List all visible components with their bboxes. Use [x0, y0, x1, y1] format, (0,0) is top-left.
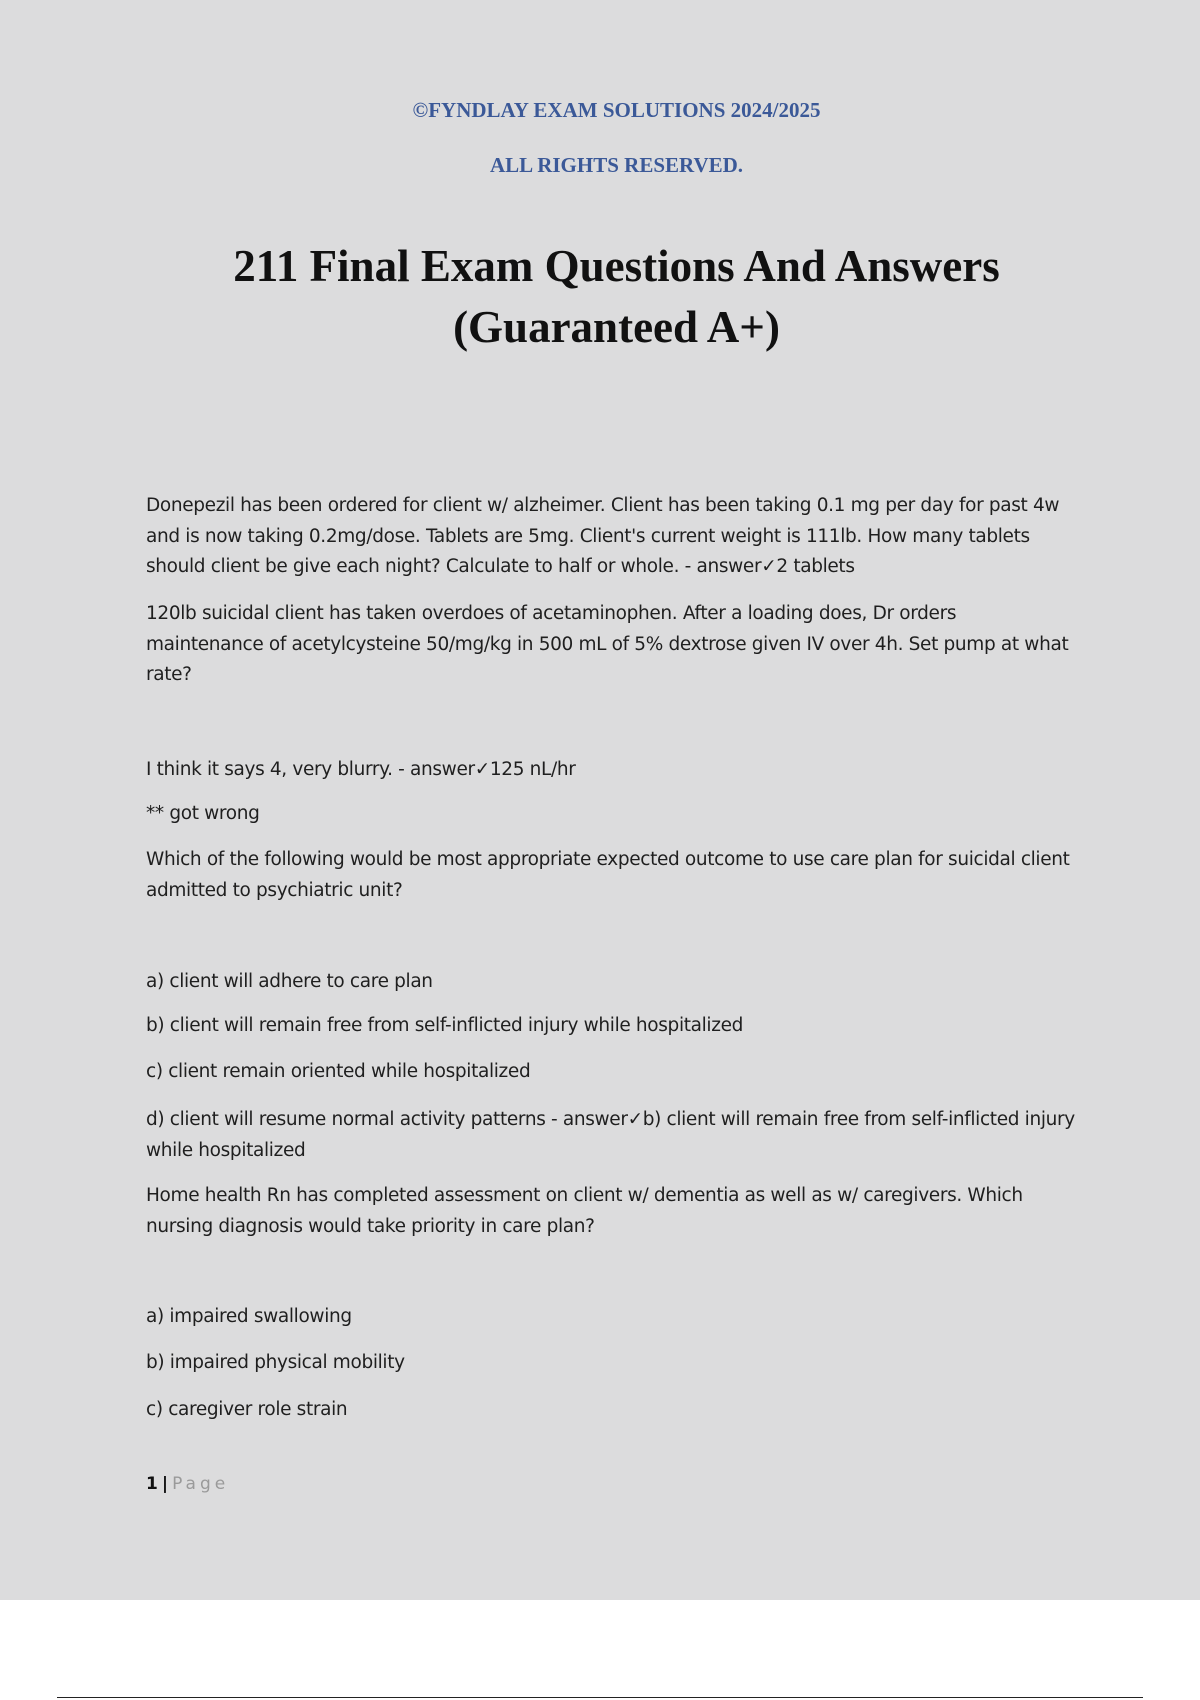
- option-4b-block: [146, 1348, 1076, 1379]
- page-number: 1: [146, 1474, 158, 1494]
- option-4c: c) caregiver role strain: [146, 1399, 348, 1420]
- option-3b-block: [146, 1011, 1076, 1042]
- option-4b: b) impaired physical mobility: [146, 1352, 405, 1373]
- question-1-block: [146, 491, 1076, 583]
- rights-reserved-header: ALL RIGHTS RESERVED.: [489, 153, 744, 177]
- option-4c-block: [146, 1395, 1076, 1426]
- answer-rate: I think it says 4, very blurry. - answer✓125 nL/hr: [146, 759, 576, 780]
- question-donepezil: Donepezil has been ordered for client w/ alzheimer. Client has been taking 0.1 mg per day for past 4w and is now taking 0.2mg/dose. Tablets are 5mg. Client's current weight is 111lb. How many tablets should client be give each night? Calculate to half or whole. - answer✓2 tablets: [146, 495, 1060, 577]
- option-3c: c) client remain oriented while hospitalized: [146, 1061, 531, 1082]
- copyright-header: ©FYNDLAY EXAM SOLUTIONS 2024/2025: [412, 98, 821, 122]
- question-2-block: [146, 599, 1076, 691]
- option-3a: a) client will adhere to care plan: [146, 971, 433, 992]
- page-word: Page: [172, 1474, 230, 1494]
- question-acetaminophen: 120lb suicidal client has taken overdoes of acetaminophen. After a loading does, Dr orders maintenance of acetylcysteine 50/mg/kg in 500 mL of 5% dextrose given IV over 4h. Set pump at what rate?: [146, 603, 1069, 685]
- answer-2-block: [146, 755, 1076, 786]
- note-got-wrong: ** got wrong: [146, 803, 260, 824]
- document-title: [0, 236, 1200, 358]
- question-4-block: [146, 1181, 1076, 1242]
- page-number-footer: [146, 1474, 229, 1494]
- note-block: [146, 799, 1076, 830]
- option-3d-answer: d) client will resume normal activity patterns - answer✓b) client will remain free from self-inflicted injury while hospitalized: [146, 1109, 1075, 1161]
- option-3a-block: [146, 967, 1076, 998]
- option-3b: b) client will remain free from self-inflicted injury while hospitalized: [146, 1015, 743, 1036]
- question-dementia-diagnosis: Home health Rn has completed assessment on client w/ dementia as well as w/ caregivers. Which nursing diagnosis would take priority in care plan?: [146, 1185, 1023, 1237]
- title-line-2: (Guaranteed A+): [453, 302, 780, 352]
- title-line-1: 211 Final Exam Questions And Answers: [233, 241, 1000, 291]
- option-3c-block: [146, 1057, 1076, 1088]
- option-4a: a) impaired swallowing: [146, 1306, 352, 1327]
- page-separator: |: [161, 1474, 169, 1494]
- next-page-rule: [57, 1697, 1143, 1698]
- question-3-block: [146, 845, 1076, 906]
- question-suicidal-outcome: Which of the following would be most appropriate expected outcome to use care plan for suicidal client admitted to psychiatric unit?: [146, 849, 1070, 901]
- option-4a-block: [146, 1302, 1076, 1333]
- option-3d-block: [146, 1105, 1076, 1166]
